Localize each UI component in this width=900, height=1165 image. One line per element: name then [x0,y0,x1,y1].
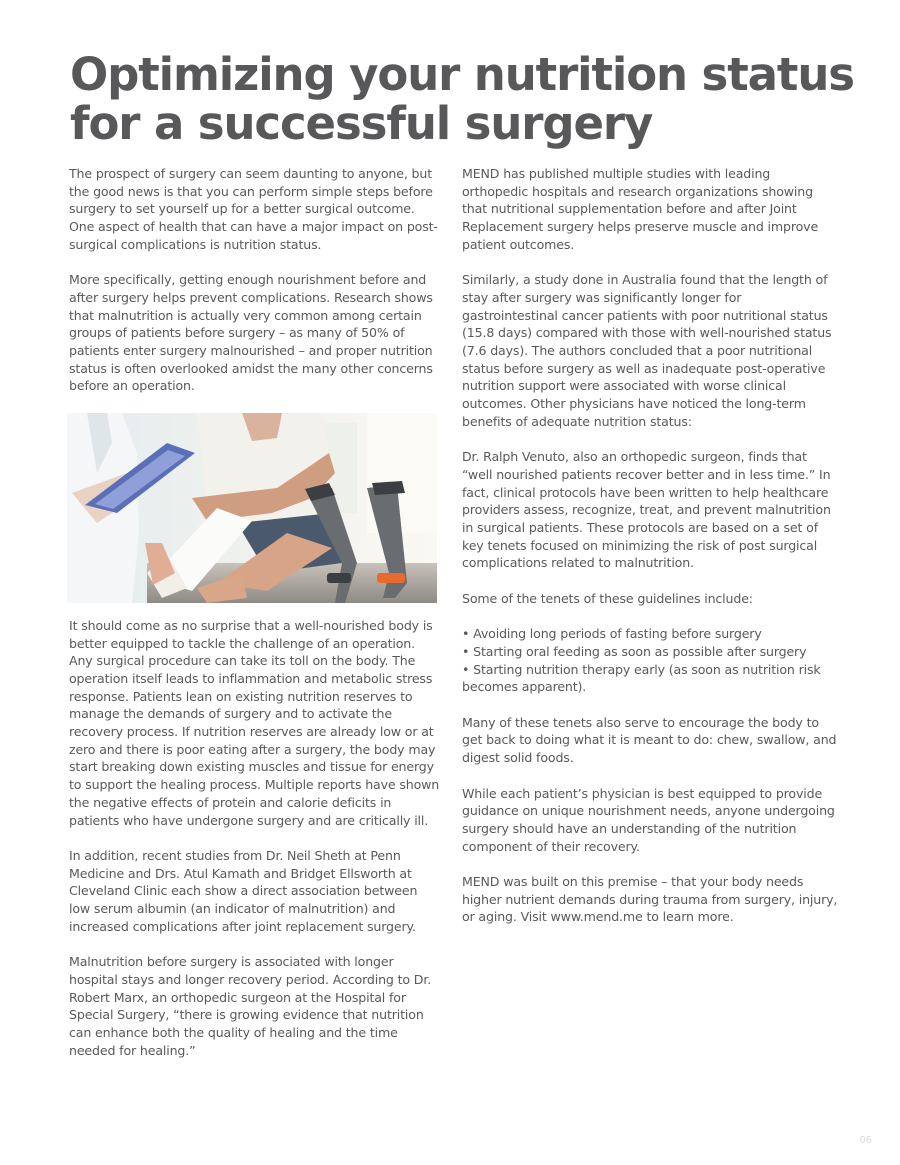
page-title [70,50,870,148]
body-paragraph: Dr. Ralph Venuto, also an orthopedic surgeon, finds that “well nourished patients recover better and in less time.” In fact, clinical protocols have been written to help healthcare providers assess, recognize, treat, and prevent malnutrition in surgical patients. These protocols are based on a set of key tenets focused on minimizing the risk of post surgical complications related to malnutrition. [462,449,831,571]
body-paragraph: In addition, recent studies from Dr. Neil Sheth at Penn Medicine and Drs. Atul Kamath and Bridget Ellsworth at Cleveland Clinic each show a direct association between low serum albumin (an indicator of malnutrition) and increased complications after joint replacement surgery. [69,847,418,934]
body-paragraph: MEND was built on this premise – that your body needs higher nutrient demands during trauma from surgery, injury, or aging. Visit www.mend.me to learn more. [462,874,838,925]
right-column [462,165,838,944]
list-item: • Starting nutrition therapy early (as soon as nutrition risk becomes apparent). [462,661,838,696]
body-paragraph: Malnutrition before surgery is associated with longer hospital stays and longer recovery period. According to Dr. Robert Marx, an orthopedic surgeon at the Hospital for Special Surgery, “there is growing evidence that nutrition can enhance both the quality of healing and the time needed for healing.” [69,954,432,1058]
page-title-line-2: for a successful surgery [70,97,653,150]
body-paragraph: MEND has published multiple studies with leading orthopedic hospitals and research organizations showing that nutritional supplementation before and after Joint Replacement surgery helps preserve muscle and improve patient outcomes. [462,166,819,252]
list-item: • Avoiding long periods of fasting before surgery [462,625,838,643]
page-title-line-1: Optimizing your nutrition status [70,48,854,101]
body-paragraph: More specifically, getting enough nourishment before and after surgery helps prevent complications. Research shows that malnutrition is actually very common among certain groups of patients before surgery – as many of 50% of patients enter surgery malnourished – and proper nutrition status is often overlooked amidst the many other concerns before an operation. [69,272,433,394]
tenets-list [462,625,838,696]
body-paragraph: Many of these tenets also serve to encourage the body to get back to doing what it is meant to do: chew, swallow, and digest solid foods. [462,714,837,766]
page-number: 06 [859,1135,872,1146]
body-paragraph: Some of the tenets of these guidelines include: [462,590,753,606]
surgery-patient-photo [67,413,437,603]
body-paragraph: The prospect of surgery can seem daunting to anyone, but the good news is that you can perform simple steps before surgery to set yourself up for a better surgical outcome. One aspect of health that can have a major impact on post-surgical complications is nutrition status. [69,166,438,252]
body-paragraph: Similarly, a study done in Australia found that the length of stay after surgery was significantly longer for gastrointestinal cancer patients with poor nutritional status (15.8 days) compared with those with well-nourished status (7.6 days). The authors concluded that a poor nutritional status before surgery as well as inadequate post-operative nutrition support were associated with worse clinical outcomes. Other physicians have noticed the long-term benefits of adequate nutrition status: [462,272,832,429]
list-item: • Starting oral feeding as soon as possible after surgery [462,643,838,661]
body-paragraph: While each patient’s physician is best equipped to provide guidance on unique nourishment needs, anyone undergoing surgery should have an understanding of the nutrition component of their recovery. [462,785,835,854]
left-column [69,165,441,1077]
body-paragraph: It should come as no surprise that a well-nourished body is better equipped to tackle the challenge of an operation. Any surgical procedure can take its toll on the body. The operation itself leads to inflammation and metabolic stress response. Patients lean on existing nutrition reserves to manage the demands of surgery and to activate the recovery process. If nutrition reserves are already low or at zero and there is poor eating after a surgery, the body may start breaking down existing muscles and tissue for energy to support the healing process. Multiple reports have shown the negative effects of protein and calorie deficits in patients who have undergone surgery and are critically ill. [69,617,440,828]
